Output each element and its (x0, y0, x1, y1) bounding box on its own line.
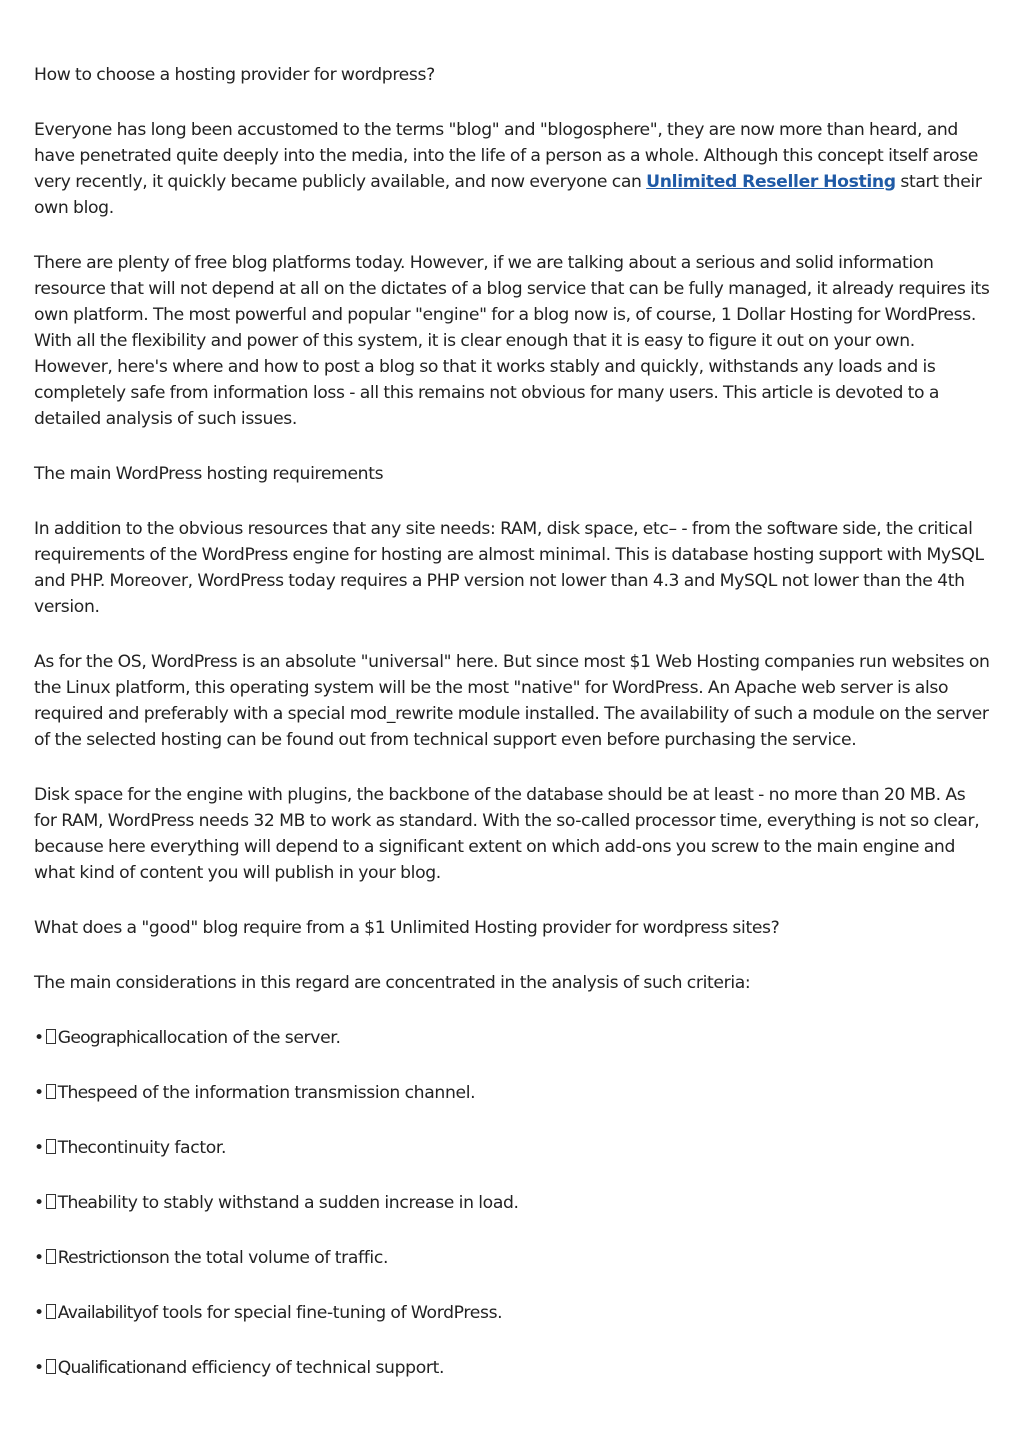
platforms-paragraph: There are plenty of free blog platforms today. However, if we are talking about a serious and solid information resource that will not depend at all on the dictates of a blog service that can be fully managed, it already requires its own platform. The most powerful and popular "engine" for a blog now is, of course, 1 Dollar Hosting for WordPress. With all the flexibility and power of this system, it is clear enough that it is easy to figure it out on your own. However, here's where and how to post a blog so that it works stably and quickly, withstands any loads and is completely safe from information loss - all this remains not obvious for many users. This article is devoted to a detailed analysis of such issues. (34, 253, 990, 429)
bullet-icon: • (34, 1248, 44, 1268)
os-paragraph: As for the OS, WordPress is an absolute "universal" here. But since most $1 Web Hosting companies run websites on the Linux platform, this operating system will be the most "native" for WordPress. An Apache web server is also required and preferably with a special mod_rewrite module installed. The availability of such a module on the server of the selected hosting can be found out from technical support even before purchasing the service. (34, 652, 990, 750)
bullet-icon: • (34, 1028, 44, 1048)
bullet-icon: • (34, 1303, 44, 1323)
list-item: • Availabilityof tools for special fine-tuning of WordPress. (34, 1300, 992, 1326)
missing-glyph-icon (46, 1249, 56, 1264)
bullet-icon: • (34, 1083, 44, 1103)
list-item: • Thespeed of the information transmission channel. (34, 1080, 992, 1106)
missing-glyph-icon (46, 1084, 56, 1099)
document-title: How to choose a hosting provider for wordpress? (34, 65, 435, 85)
missing-glyph-icon (46, 1029, 56, 1044)
list-item: • Theability to stably withstand a sudden increase in load. (34, 1190, 992, 1216)
software-requirements-paragraph: In addition to the obvious resources that any site needs: RAM, disk space, etc– - from the software side, the critical requirements of the WordPress engine for hosting are almost minimal. This is database hosting support with MySQL and PHP. Moreover, WordPress today requires a PHP version not lower than 4.3 and MySQL not lower than the 4th version. (34, 519, 984, 617)
list-item: • Restrictionson the total volume of traffic. (34, 1245, 992, 1271)
missing-glyph-icon (46, 1194, 56, 1209)
intro-text-before: Everyone has long been accustomed to the terms "blog" and "blogosphere", they are now more than heard, and have penetrated quite deeply into the media, into the life of a person as a whole. Although this concept itself arose very recently, it quickly became publicly available, and now everyone can (34, 120, 978, 192)
missing-glyph-icon (46, 1359, 56, 1374)
missing-glyph-icon (46, 1139, 56, 1154)
good-blog-question: What does a "good" blog require from a $1 Unlimited Hosting provider for wordpress sites? (34, 918, 780, 938)
bullet-icon: • (34, 1138, 44, 1158)
bullet-icon: • (34, 1358, 44, 1378)
requirements-heading: The main WordPress hosting requirements (34, 464, 384, 484)
unlimited-reseller-hosting-link[interactable]: Unlimited Reseller Hosting (646, 172, 896, 192)
intro-text-after: start their own blog. (34, 172, 982, 218)
intro-paragraph (34, 117, 992, 221)
list-item: • Qualificationand efficiency of technical support. (34, 1355, 992, 1381)
bullet-icon: • (34, 1193, 44, 1213)
document-page (34, 62, 992, 1410)
criteria-intro-paragraph: The main considerations in this regard are concentrated in the analysis of such criteria: (34, 973, 751, 993)
disk-ram-paragraph: Disk space for the engine with plugins, the backbone of the database should be at least - no more than 20 MB. As for RAM, WordPress needs 32 MB to work as standard. With the so-called processor time, everything is not so clear, because here everything will depend to a significant extent on which add-ons you screw to the main engine and what kind of content you will publish in your blog. (34, 785, 980, 883)
list-item: • Thecontinuity factor. (34, 1135, 992, 1161)
missing-glyph-icon (46, 1304, 56, 1319)
list-item: • Geographicallocation of the server. (34, 1025, 992, 1051)
criteria-list (34, 1025, 992, 1381)
